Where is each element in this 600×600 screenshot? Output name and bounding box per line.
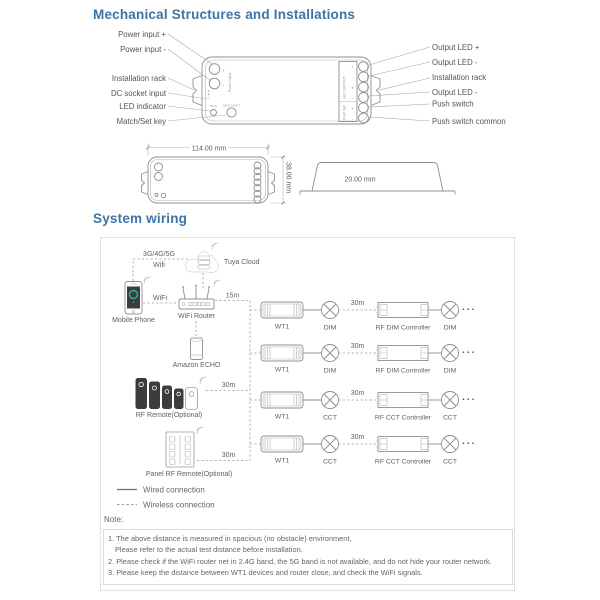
wiring-row xyxy=(250,434,477,466)
device-front-view xyxy=(193,57,380,124)
lamp-label: DIM xyxy=(443,324,457,332)
lamp-label: DIM xyxy=(323,324,337,332)
wifi-router-icon xyxy=(179,280,221,309)
amazon-echo-icon xyxy=(191,338,203,360)
more-dots: ··· xyxy=(462,438,477,450)
led-indicator xyxy=(211,110,217,116)
wiring-row xyxy=(250,300,477,332)
note-line: 2. Please check if the WiFi router net in 2.4G band, the 5G band is not available, and do not hide your router network. xyxy=(108,556,492,566)
more-dots: ··· xyxy=(462,304,477,316)
distance-15m: 15m xyxy=(225,292,240,300)
match-set-marking: MATCH/SET xyxy=(222,103,241,108)
row-distance-label: 30m xyxy=(350,343,365,350)
signal-icon xyxy=(214,280,221,287)
callout-label: Match/Set key xyxy=(116,117,166,126)
push-sw-marking: Push SW xyxy=(342,105,347,120)
controller-label: RF CCT Controller xyxy=(374,458,432,466)
note-line: 3. Please keep the distance between WT1 devices and router close, and check the WiFi signals. xyxy=(108,567,423,577)
mobile-phone-label: Mobile Phone xyxy=(112,317,155,324)
distance-30m-panel: 30m xyxy=(221,452,236,459)
svg-text:+: + xyxy=(351,85,354,91)
note-line: Please refer to the actual test distance before installation. xyxy=(115,545,303,555)
dc-socket-mark xyxy=(208,90,209,91)
run-marking: RUN xyxy=(210,104,217,108)
legend xyxy=(117,486,215,510)
callout-label: Push switch common xyxy=(432,117,506,126)
callout-label: LED indicator xyxy=(119,102,166,111)
svg-text:-: - xyxy=(351,95,354,101)
wt1-label: WT1 xyxy=(274,366,290,374)
callout-label: Installation rack xyxy=(111,74,166,83)
uplink-label-line1: 3G/4G/5G xyxy=(143,251,175,258)
device-top-view xyxy=(142,144,292,205)
lamp-label: CCT xyxy=(443,414,457,422)
signal-icon xyxy=(200,377,207,384)
amazon-echo-label: Amazon ECHO xyxy=(172,362,221,369)
controller-label: RF CCT Controller xyxy=(374,414,432,422)
output-terminal xyxy=(359,113,369,123)
dimension-width-label: 114.00 mm xyxy=(191,145,227,153)
power-terminal-minus xyxy=(209,78,220,89)
match-set-key xyxy=(227,108,236,117)
system-wiring-title: System wiring xyxy=(93,211,188,226)
power-plus-mark: + xyxy=(222,68,226,73)
power-input-marking: Power Input xyxy=(228,72,232,92)
tuya-cloud-icon xyxy=(186,243,219,273)
dimension-height-label: 38.00 mm xyxy=(284,162,292,194)
lamp-label: CCT xyxy=(323,458,337,466)
left-mounting-ear xyxy=(193,76,202,106)
power-minus-mark: - xyxy=(222,83,225,88)
controller-label: RF DIM Controller xyxy=(375,324,431,332)
rf-remote-icon xyxy=(136,377,208,410)
rf-remote-label: RF Remote(Optional) xyxy=(135,412,203,419)
output-terminal xyxy=(359,93,369,103)
power-terminal-plus xyxy=(209,64,220,75)
wifi-link-label: WiFi xyxy=(153,295,167,302)
mobile-phone-icon xyxy=(125,277,151,314)
wifi-router-label: WiFi Router xyxy=(178,313,215,320)
signal-icon xyxy=(144,277,151,284)
panel-rf-remote-label: Panel RF Remote(Optional) xyxy=(145,471,233,478)
callout-label: Push switch xyxy=(432,99,474,109)
output-terminal xyxy=(359,62,369,72)
callout-lines xyxy=(168,34,430,121)
more-dots: ··· xyxy=(462,347,477,359)
output-terminal xyxy=(359,103,369,113)
device-side-view xyxy=(300,163,455,195)
wt1-label: WT1 xyxy=(274,323,290,331)
callout-label: Power input - xyxy=(120,45,166,54)
wiring-row xyxy=(250,390,477,422)
row-distance-label: 30m xyxy=(350,390,365,397)
callout-label: Output LED - xyxy=(432,58,478,67)
signal-icon xyxy=(197,427,204,434)
callout-label: DC socket input xyxy=(110,89,166,98)
legend-wireless-label: Wireless connection xyxy=(143,500,215,510)
callout-labels xyxy=(111,30,506,126)
lamp-label: CCT xyxy=(323,414,337,422)
svg-text:-: - xyxy=(351,116,354,122)
uplink-label-line2: Wifi xyxy=(153,262,165,269)
signal-icon xyxy=(212,243,219,250)
dimension-depth-label: 20.00 mm xyxy=(344,176,376,184)
distance-30m-remote: 30m xyxy=(221,382,236,389)
legend-wired-label: Wired connection xyxy=(143,485,205,495)
note-title: Note: xyxy=(104,515,124,524)
svg-text:-: - xyxy=(351,75,354,80)
dc-socket-mark xyxy=(208,94,209,95)
tuya-cloud-label: Tuya Cloud xyxy=(224,259,260,266)
callout-label: Power input + xyxy=(118,30,166,39)
lamp-label: DIM xyxy=(443,367,457,375)
output-terminal xyxy=(359,82,369,92)
svg-text:+: + xyxy=(351,106,354,112)
panel-rf-remote-icon xyxy=(166,427,204,467)
note-lines xyxy=(108,533,510,578)
output-terminal xyxy=(359,72,369,82)
led-output-marking: LED OUTPUT xyxy=(342,76,347,99)
callout-label: Output LED - xyxy=(432,88,478,97)
callout-label: Installation rack xyxy=(432,73,487,82)
svg-text:+: + xyxy=(351,64,354,70)
right-mounting-ear xyxy=(371,76,380,106)
row-distance-label: 30m xyxy=(350,434,365,441)
row-distance-label: 30m xyxy=(350,300,365,307)
wiring-row xyxy=(250,343,477,375)
wt1-label: WT1 xyxy=(274,457,290,465)
lamp-label: DIM xyxy=(323,367,337,375)
wt1-label: WT1 xyxy=(274,413,290,421)
controller-label: RF DIM Controller xyxy=(375,367,431,375)
lamp-label: CCT xyxy=(443,458,457,466)
callout-label: Output LED + xyxy=(432,43,480,52)
more-dots: ··· xyxy=(462,394,477,406)
mechanical-section-title: Mechanical Structures and Installations xyxy=(93,7,356,22)
note-line: 1. The above distance is measured in spacious (no obstacle) environment, xyxy=(108,534,352,543)
